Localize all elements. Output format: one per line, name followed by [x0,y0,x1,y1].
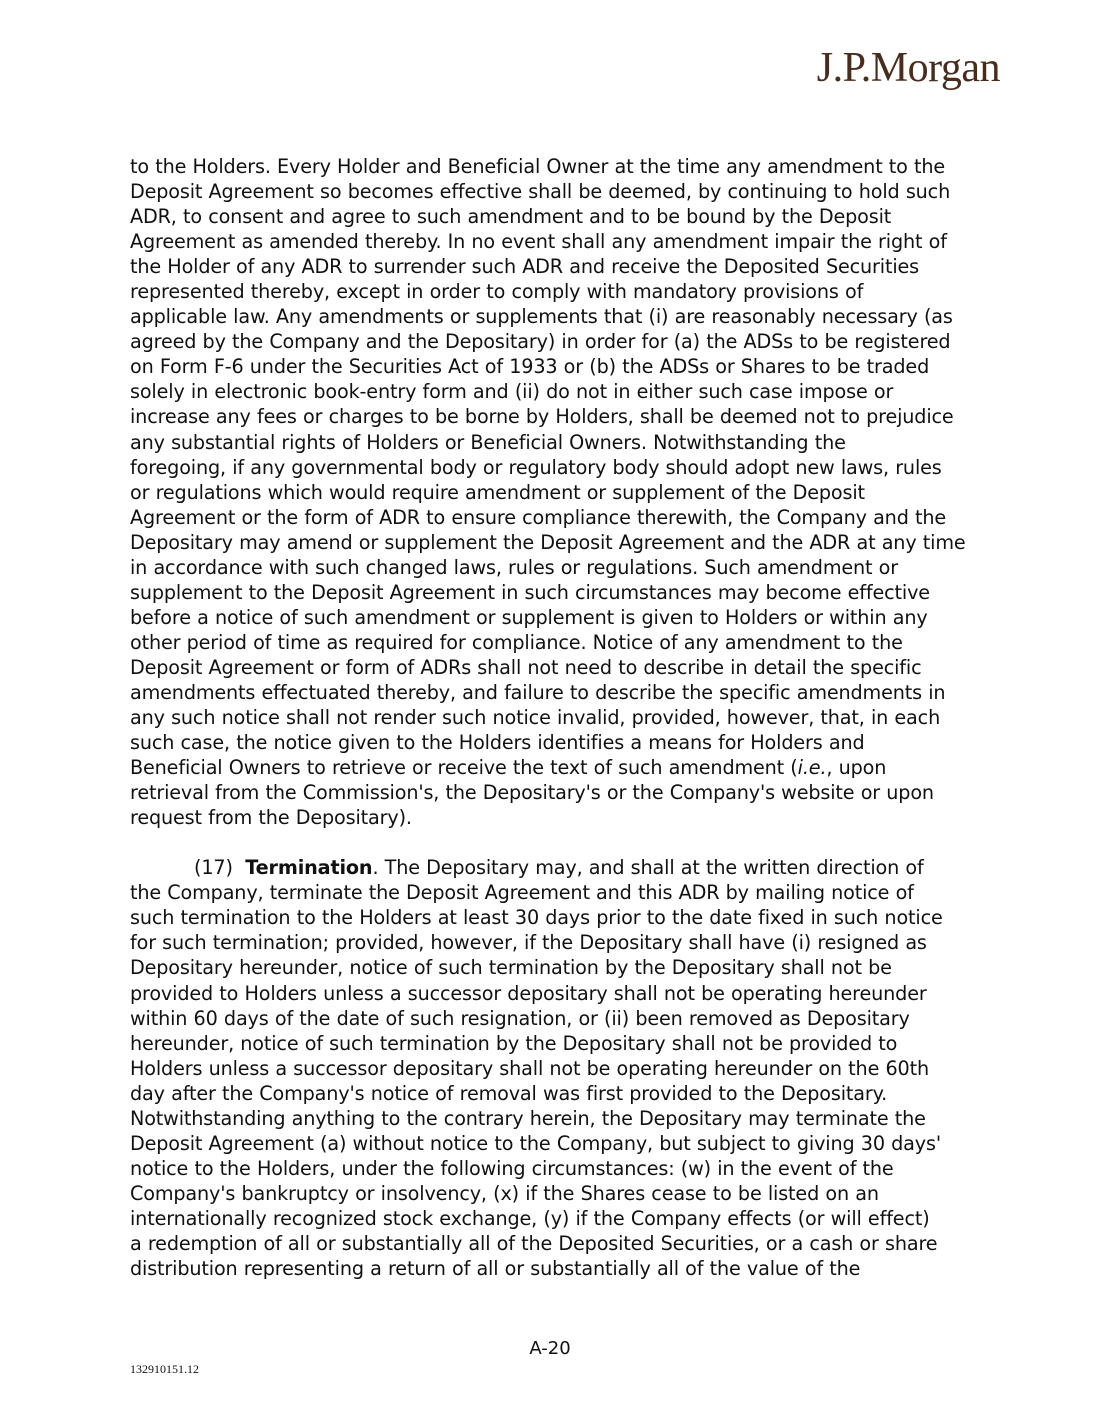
section-heading: Termination [245,856,373,880]
text-line: Agreement as amended thereby. In no event shall any amendment impair the right of [130,230,947,254]
section-number: (17) [194,856,233,880]
text-line: any such notice shall not render such notice invalid, provided, however, that, in each [130,706,941,730]
text-line: Company's bankruptcy or insolvency, (x) if the Shares cease to be listed on an [130,1181,879,1205]
text-line: represented thereby, except in order to comply with mandatory provisions of [130,280,864,304]
text-line: solely in electronic book-entry form and (ii) do not in either such case impose or [130,380,894,404]
text-line: Depositary hereunder, notice of such termination by the Depositary shall not be [130,956,892,980]
text-line: internationally recognized stock exchange, (y) if the Company effects (or will effect) [130,1206,930,1230]
text-line: the Holder of any ADR to surrender such ADR and receive the Deposited Securities [130,255,920,279]
text-line: the Company, terminate the Deposit Agreement and this ADR by mailing notice of [130,881,914,905]
page-number: A-20 [529,1338,571,1359]
text-line: on Form F-6 under the Securities Act of 1933 or (b) the ADSs or Shares to be traded [130,355,930,379]
text-line: in accordance with such changed laws, rules or regulations. Such amendment or [130,555,898,579]
section-first-line [130,855,990,880]
termination-section [130,855,990,1281]
text-line: any substantial rights of Holders or Beneficial Owners. Notwithstanding the [130,430,846,454]
text-line: Deposit Agreement or form of ADRs shall not need to describe in detail the specific [130,655,922,679]
text-line: Deposit Agreement (a) without notice to the Company, but subject to giving 30 days' [130,1131,941,1155]
amendment-paragraph [130,154,990,830]
text-line: a redemption of all or substantially all of the Deposited Securities, or a cash or share [130,1231,938,1255]
text-line: such termination to the Holders at least 30 days prior to the date fixed in such notice [130,906,943,930]
text-line: or regulations which would require amendment or supplement of the Deposit [130,480,865,504]
text-line: day after the Company's notice of removal was first provided to the Depositary. [130,1081,888,1105]
text-fragment: . The Depositary may, and shall at the written direction of [372,856,924,880]
text-line: agreed by the Company and the Depositary) in order for (a) the ADSs to be registered [130,330,951,354]
text-line: request from the Depositary). [130,806,412,830]
document-body [130,154,990,1281]
text-line: ADR, to consent and agree to such amendment and to be bound by the Deposit [130,205,892,229]
text-line: provided to Holders unless a successor depositary shall not be operating hereunder [130,981,927,1005]
text-line: within 60 days of the date of such resignation, or (ii) been removed as Depositary [130,1006,910,1030]
text-line: before a notice of such amendment or supplement is given to Holders or within any [130,605,928,629]
text-line [130,755,990,780]
text-line: hereunder, notice of such termination by the Depositary shall not be provided to [130,1031,898,1055]
text-line: distribution representing a return of all or substantially all of the value of the [130,1257,861,1281]
text-line: Holders unless a successor depositary shall not be operating hereunder on the 60th [130,1056,929,1080]
text-line: increase any fees or charges to be borne by Holders, shall be deemed not to prejudice [130,405,954,429]
jpmorgan-logo: J.P.Morgan [816,45,1000,91]
text-line: applicable law. Any amendments or supplements that (i) are reasonably necessary (as [130,305,953,329]
text-fragment: , upon [826,756,887,780]
text-line: foregoing, if any governmental body or regulatory body should adopt new laws, rules [130,455,942,479]
text-line: to the Holders. Every Holder and Beneficial Owner at the time any amendment to the [130,155,946,178]
paragraph-spacer [130,830,990,855]
text-line: notice to the Holders, under the following circumstances: (w) in the event of the [130,1156,894,1180]
text-fragment: Beneficial Owners to retrieve or receive the text of such amendment ( [130,756,798,780]
text-line: Depositary may amend or supplement the Deposit Agreement and the ADR at any time [130,530,966,554]
text-line: other period of time as required for compliance. Notice of any amendment to the [130,630,903,654]
text-line: Deposit Agreement so becomes effective shall be deemed, by continuing to hold such [130,180,951,204]
text-line: Notwithstanding anything to the contrary herein, the Depositary may terminate the [130,1106,926,1130]
document-id: 132910151.12 [130,1362,199,1376]
text-line: amendments effectuated thereby, and failure to describe the specific amendments in [130,680,946,704]
text-line: for such termination; provided, however, if the Depositary shall have (i) resigned as [130,931,927,955]
text-line: retrieval from the Commission's, the Depositary's or the Company's website or upon [130,781,934,805]
text-line: Agreement or the form of ADR to ensure compliance therewith, the Company and the [130,505,947,529]
text-line: supplement to the Deposit Agreement in such circumstances may become effective [130,580,930,604]
text-line: such case, the notice given to the Holders identifies a means for Holders and [130,731,865,755]
italic-ie: i.e. [797,756,827,780]
